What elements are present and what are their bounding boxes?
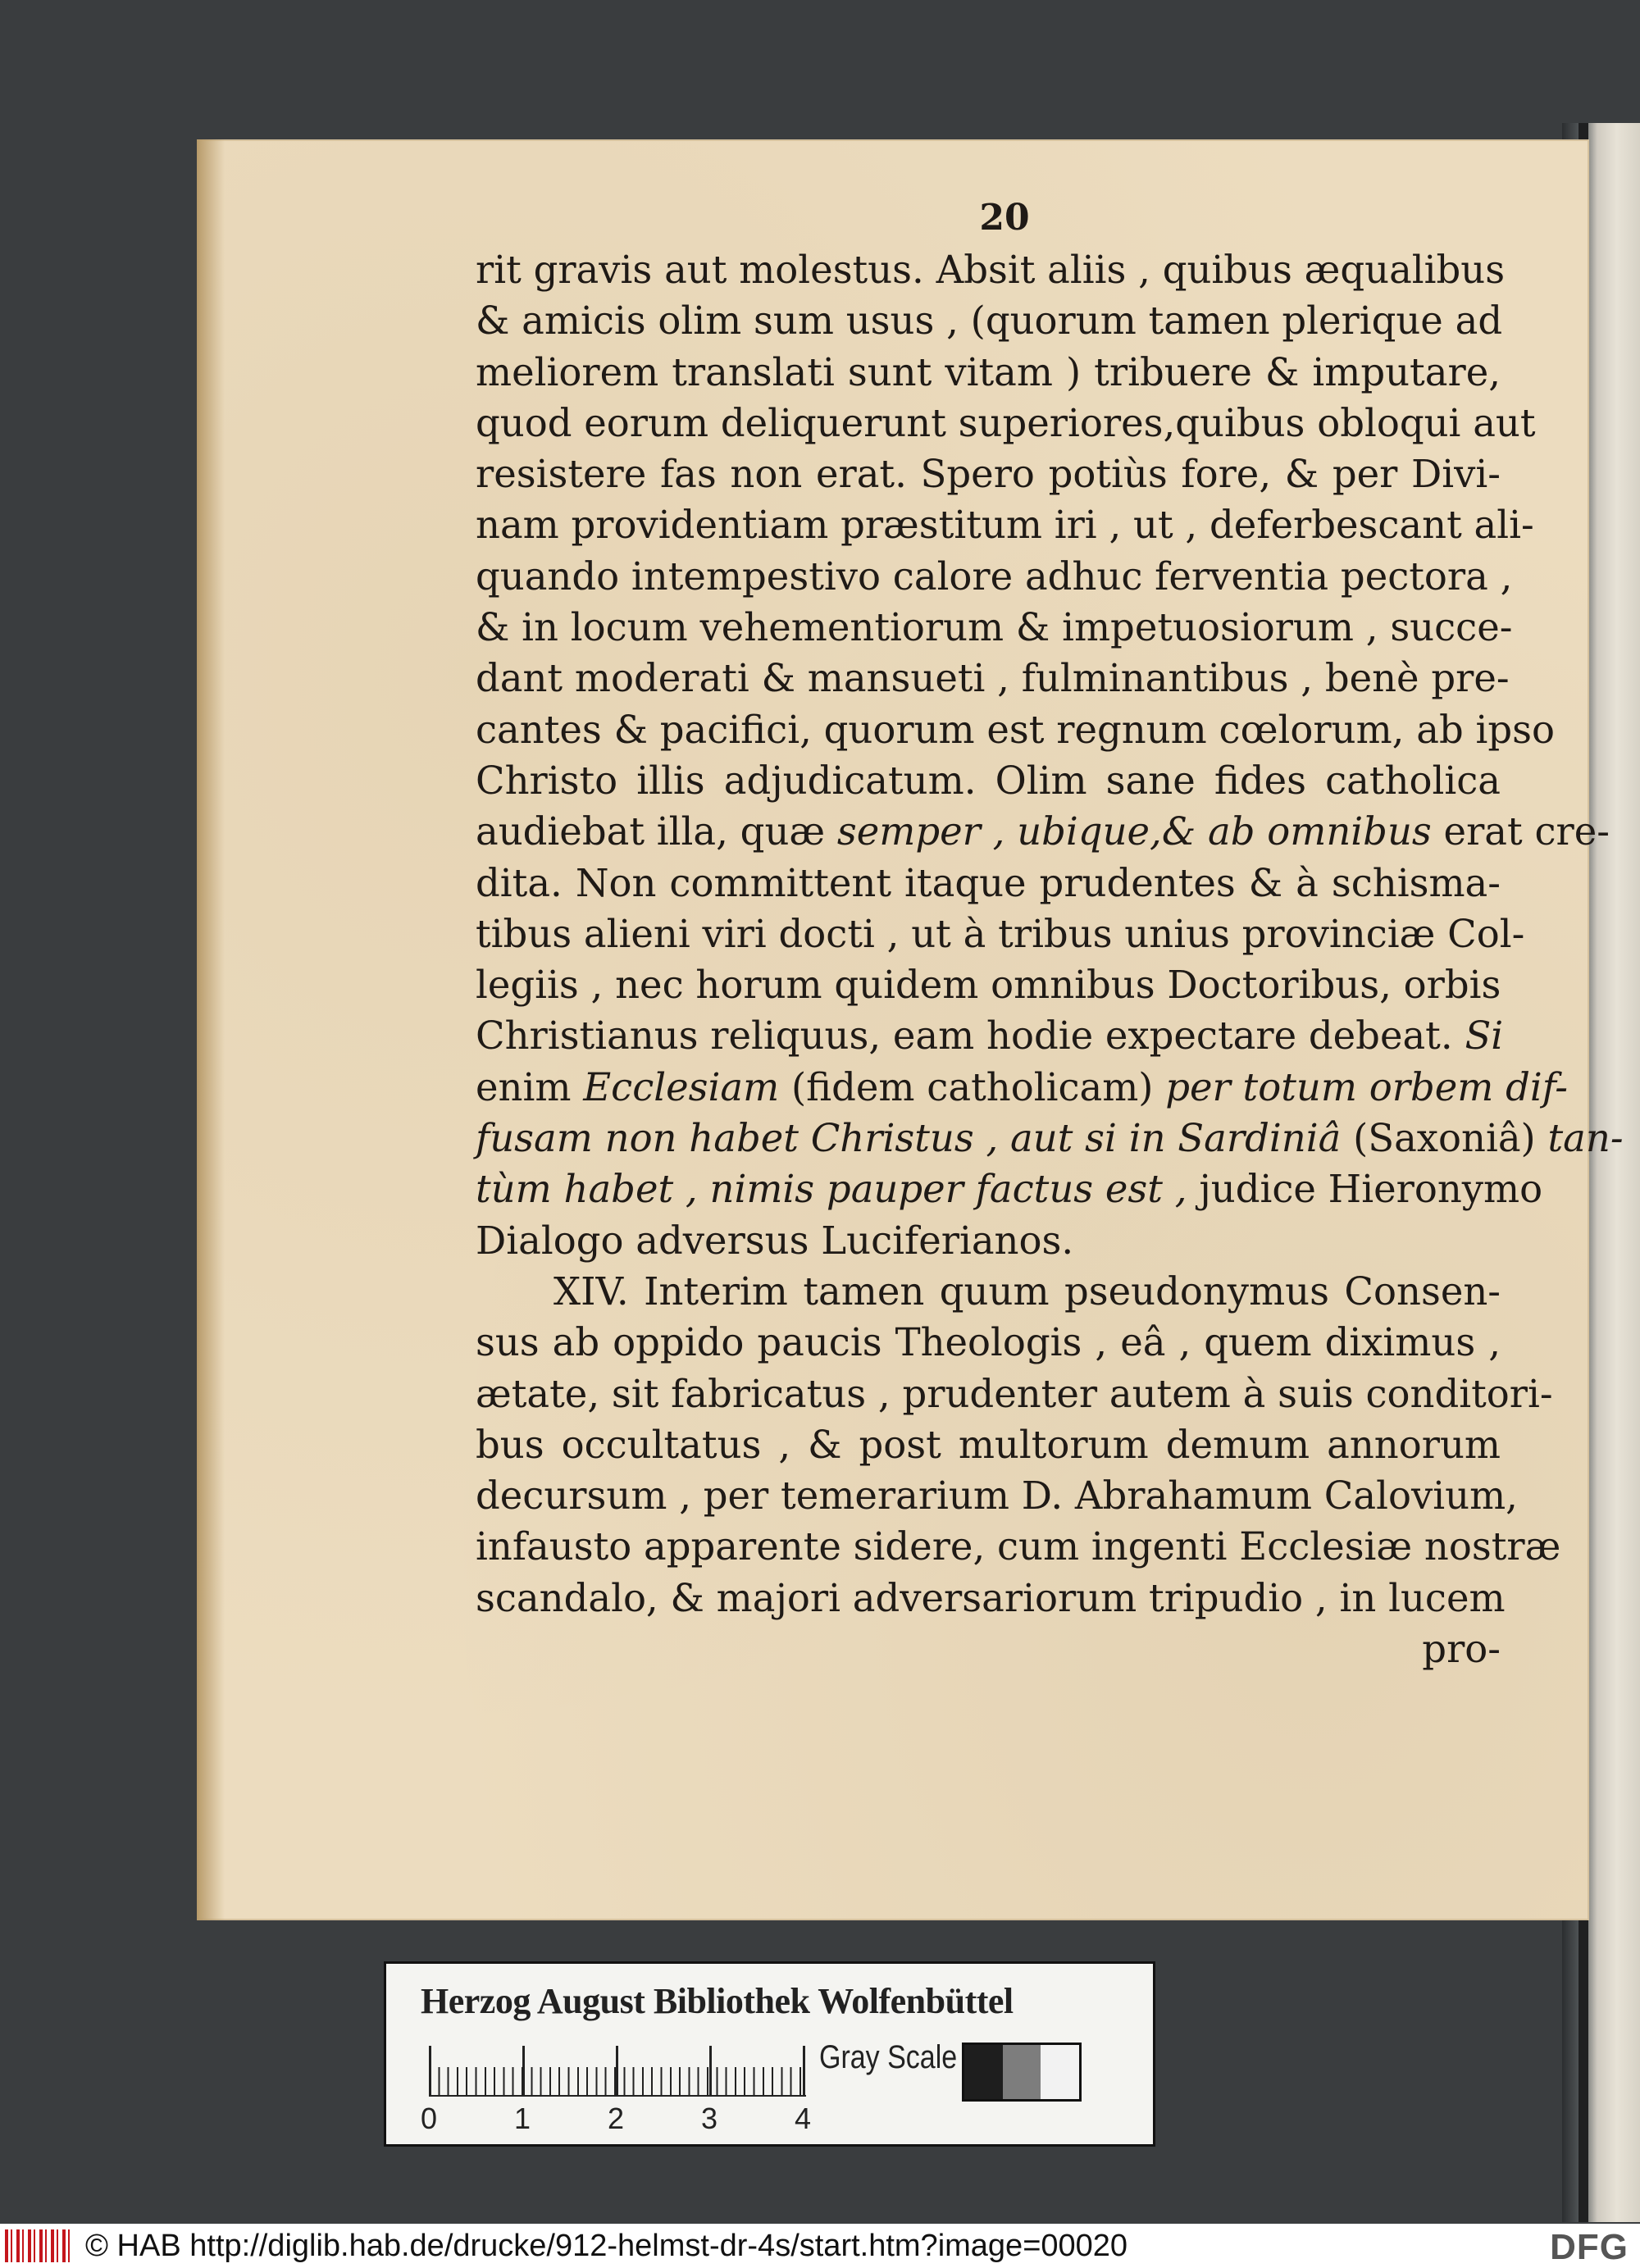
text-run: & amicis olim sum usus , (quorum tamen plerique ad: [476, 298, 1503, 344]
text-line: [476, 499, 1534, 550]
italic-text: semper , ubique,& ab omnibus: [836, 809, 1432, 854]
italic-text: tan-: [1547, 1116, 1624, 1161]
text-run: resistere fas non erat. Spero potiùs fore, & per Divi-: [476, 452, 1501, 497]
italic-text: per totum orbem dif-: [1165, 1064, 1569, 1109]
text-line: [476, 295, 1501, 346]
text-run: judice Hieronymo: [1187, 1167, 1543, 1212]
gray-scale-label: Gray Scale: [819, 2039, 958, 2075]
footer-bar: [0, 2224, 1640, 2268]
ruler-number: 3: [701, 2102, 718, 2135]
text-run: audiebat illa, quæ: [476, 809, 837, 854]
text-line: [476, 1164, 1543, 1214]
text-line: [476, 959, 1501, 1010]
dfg-logo: DFG: [1550, 2227, 1629, 2267]
ruler-major-tick: [616, 2046, 618, 2097]
text-run: & in locum vehementiorum & impetuosiorum , succe-: [476, 605, 1513, 650]
italic-text: fusam non habet Christus , aut si in Sardiniâ: [476, 1116, 1342, 1161]
italic-text: tùm habet , nimis pauper factus est ,: [476, 1167, 1187, 1212]
scale-card: [384, 1961, 1155, 2147]
text-run: Christo illis adjudicatum. Olim sane fides catholica: [476, 758, 1501, 803]
ruler-major-tick: [429, 2046, 431, 2097]
italic-text: Ecclesiam: [583, 1064, 780, 1109]
text-line: [476, 806, 1610, 857]
text-line: [476, 551, 1513, 602]
italic-text: Si: [1465, 1013, 1504, 1059]
text-run: meliorem translati sunt vitam ) tribuere & imputare,: [476, 349, 1501, 394]
text-line: [476, 602, 1513, 653]
text-line: [476, 1470, 1518, 1521]
text-line: [476, 1317, 1501, 1368]
text-line: [476, 1010, 1504, 1061]
text-line: [476, 653, 1510, 704]
text-line: [476, 1113, 1624, 1164]
text-run: quod eorum deliquerunt superiores,quibus obloqui aut: [476, 400, 1536, 445]
text-run: Dialogo adversus Luciferianos.: [476, 1218, 1074, 1263]
text-run: (fidem catholicam): [779, 1064, 1166, 1109]
text-run: sus ab oppido paucis Theologis , eâ , quem diximus ,: [476, 1320, 1501, 1365]
text-line: [476, 1062, 1569, 1113]
ruler-number: 0: [421, 2102, 438, 2135]
gray-swatch: [1003, 2045, 1041, 2099]
ruler-major-tick: [709, 2046, 712, 2097]
text-run: Christianus reliquus, eam hodie expectare debeat.: [476, 1013, 1465, 1059]
text-line: [476, 1266, 1501, 1317]
text-line: [476, 1215, 1501, 1266]
text-run: XIV. Interim tamen quum pseudonymus Consen-: [554, 1268, 1501, 1314]
text-line: [476, 1573, 1506, 1624]
hab-logo-icon: [5, 2229, 71, 2262]
text-run: infausto apparente sidere, cum ingenti Ecclesiæ nostræ: [476, 1524, 1561, 1569]
text-run: legiis , nec horum quidem omnibus Doctoribus, orbis: [476, 963, 1501, 1008]
ruler-number: 1: [514, 2102, 531, 2135]
text-line: [476, 755, 1501, 806]
page-text: [476, 244, 1624, 1674]
ruler-number: 4: [795, 2102, 812, 2135]
text-run: dant moderati & mansueti , fulminantibus , benè pre-: [476, 656, 1510, 701]
gray-scale-swatches: [962, 2043, 1082, 2102]
text-line: [476, 449, 1501, 499]
library-name: Herzog August Bibliothek Wolfenbüttel: [421, 1981, 1014, 2021]
footer-url[interactable]: © HAB http://diglib.hab.de/drucke/912-helmst-dr-4s/start.htm?image=00020: [85, 2228, 1128, 2263]
text-run: dita. Non committent itaque prudentes & à schisma-: [476, 860, 1501, 905]
text-line: [476, 244, 1506, 295]
text-line: [476, 704, 1556, 755]
text-run: quando intempestivo calore adhuc ferventia pectora ,: [476, 553, 1513, 599]
text-run: tibus alieni viri docti , ut à tribus unius provinciæ Col-: [476, 911, 1525, 956]
text-run: enim: [476, 1064, 584, 1109]
gray-swatch: [1041, 2045, 1079, 2099]
text-run: cantes & pacifici, quorum est regnum cœlorum, ab ipso: [476, 707, 1556, 752]
text-run: ætate, sit fabricatus , prudenter autem à suis conditori-: [476, 1371, 1553, 1416]
text-run: decursum , per temerarium D. Abrahamum Calovium,: [476, 1473, 1518, 1519]
page-number: 20: [979, 197, 1030, 239]
text-line: [476, 858, 1501, 909]
text-run: nam providentiam præstitum iri , ut , deferbescant ali-: [476, 503, 1534, 548]
text-line: [476, 909, 1525, 959]
ruler-number: 2: [608, 2102, 625, 2135]
text-line: [476, 1624, 1501, 1674]
ruler-major-tick: [803, 2046, 805, 2097]
text-line: [476, 347, 1501, 398]
text-run: bus occultatus , & post multorum demum annorum: [476, 1422, 1501, 1467]
text-run: scandalo, & majori adversariorum tripudio , in lucem: [476, 1575, 1506, 1620]
text-line: [476, 1369, 1553, 1419]
text-line: [476, 1521, 1561, 1572]
text-run: erat cre-: [1431, 809, 1610, 854]
text-run: rit gravis aut molestus. Absit aliis , quibus æqualibus: [476, 248, 1506, 292]
text-line: [476, 398, 1536, 449]
text-run: pro-: [1422, 1627, 1501, 1672]
ruler-major-tick: [522, 2046, 525, 2097]
text-line: [476, 1419, 1501, 1470]
gray-swatch: [964, 2045, 1003, 2099]
text-run: (Saxoniâ): [1341, 1116, 1548, 1161]
